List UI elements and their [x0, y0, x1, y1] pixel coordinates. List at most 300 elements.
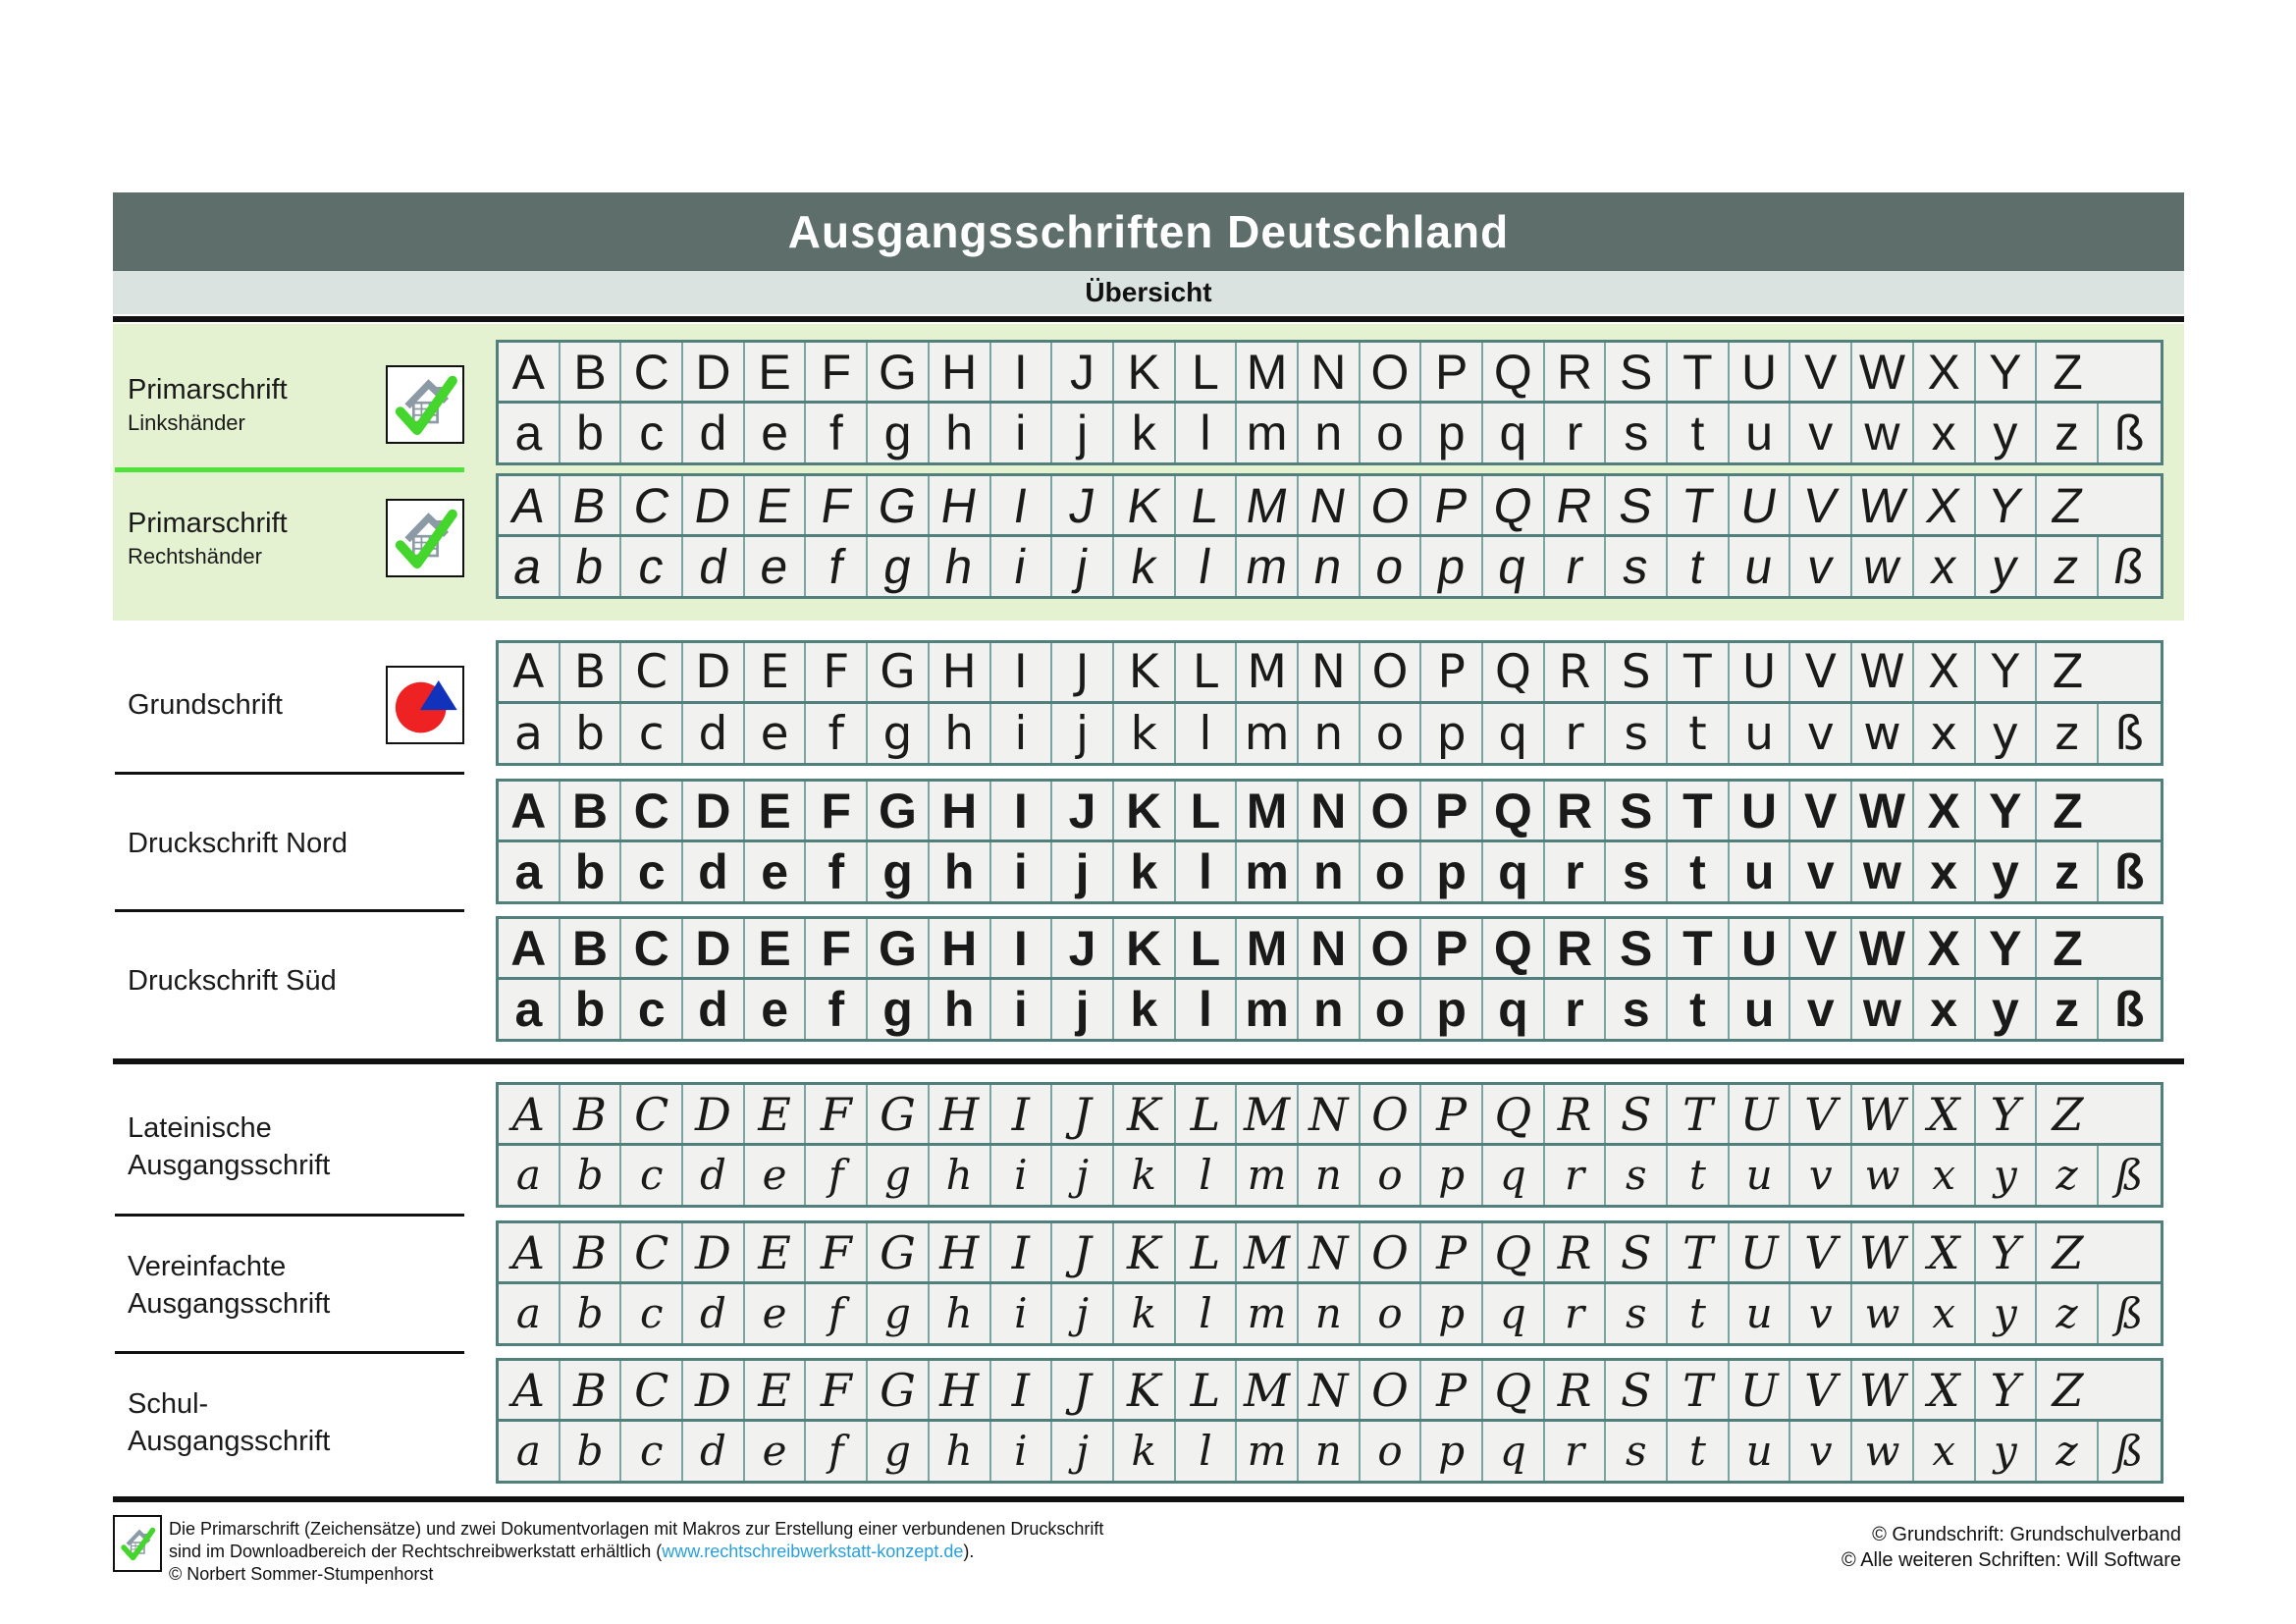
section-divider [113, 1496, 2184, 1502]
letter-cell: D [683, 1223, 745, 1281]
letter-cell: m [1237, 1422, 1299, 1481]
letter-cell: m [1237, 704, 1299, 763]
letter-cell: u [1730, 980, 1791, 1039]
letter-cell: f [806, 1284, 868, 1343]
letter-cell: a [499, 404, 561, 462]
lowercase-row [496, 977, 2163, 1042]
letter-cell: ß [2099, 980, 2161, 1039]
letter-cell: V [1790, 476, 1852, 534]
letter-cell: e [745, 1284, 807, 1343]
letter-cell: f [806, 404, 868, 462]
letter-cell: y [1976, 980, 2038, 1039]
letter-cell: d [683, 704, 745, 763]
letter-cell: b [561, 404, 622, 462]
letter-cell: j [1052, 704, 1114, 763]
letter-cell: p [1421, 704, 1483, 763]
letter-cell: z [2037, 842, 2099, 901]
letter-cell: E [745, 1361, 807, 1419]
letter-cell: w [1852, 1422, 1914, 1481]
letter-cell: p [1421, 1146, 1483, 1205]
letter-cell: F [806, 1361, 868, 1419]
letter-cell: L [1176, 919, 1238, 977]
script-row-vereinfachte-ausgangsschrift [113, 1220, 2184, 1349]
letter-cell: z [2037, 1422, 2099, 1481]
letter-cell: q [1483, 704, 1545, 763]
letter-cell: P [1421, 919, 1483, 977]
letter-cell: l [1176, 842, 1238, 901]
letter-cell: r [1545, 537, 1607, 596]
letter-cell: u [1730, 842, 1791, 901]
uppercase-row [496, 779, 2163, 842]
footer-link[interactable]: www.rechtschreibwerkstatt-konzept.de [662, 1542, 964, 1561]
letter-cell: M [1237, 1085, 1299, 1143]
letter-cell: m [1237, 1284, 1299, 1343]
uppercase-row [496, 916, 2163, 980]
letter-cell: E [745, 1223, 807, 1281]
letter-cell: u [1730, 404, 1791, 462]
letter-cell: r [1545, 704, 1607, 763]
letter-cell: n [1299, 404, 1361, 462]
letter-cell: l [1176, 404, 1238, 462]
letter-cell: N [1299, 476, 1361, 534]
letter-cell: I [991, 919, 1053, 977]
letter-cell: w [1852, 404, 1914, 462]
letter-cell: P [1421, 1085, 1483, 1143]
letter-cell: Z [2037, 476, 2099, 534]
letter-cell: U [1730, 1223, 1791, 1281]
letter-cell: ß [2099, 1146, 2161, 1205]
alphabet-grid [496, 1220, 2163, 1346]
letter-cell: C [621, 643, 683, 701]
green-divider [115, 467, 464, 472]
letter-cell: f [806, 1422, 868, 1481]
letter-cell: Q [1483, 343, 1545, 401]
letter-cell: j [1052, 1146, 1114, 1205]
letter-cell: m [1237, 842, 1299, 901]
letter-cell: d [683, 1146, 745, 1205]
letter-cell: i [991, 1146, 1053, 1205]
letter-cell: Z [2037, 1085, 2099, 1143]
letter-cell: M [1237, 343, 1299, 401]
letter-cell: X [1914, 1223, 1976, 1281]
letter-cell: F [806, 919, 868, 977]
letter-cell: c [621, 1422, 683, 1481]
letter-cell: E [745, 782, 807, 839]
script-row-grundschrift [113, 640, 2184, 769]
pie-chart-icon [386, 666, 464, 744]
row-label-group [128, 1220, 378, 1349]
letter-cell: t [1668, 980, 1730, 1039]
letter-cell: j [1052, 842, 1114, 901]
letter-cell: h [930, 980, 991, 1039]
letter-cell: T [1668, 343, 1730, 401]
letter-cell: K [1114, 1223, 1176, 1281]
letter-cell: G [868, 1085, 930, 1143]
letter-cell: r [1545, 980, 1607, 1039]
letter-cell: H [930, 343, 991, 401]
letter-cell: E [745, 643, 807, 701]
letter-cell: e [745, 1146, 807, 1205]
title-band [113, 192, 2184, 271]
letter-cell: j [1052, 980, 1114, 1039]
letter-cell: H [930, 919, 991, 977]
letter-cell: U [1730, 1085, 1791, 1143]
letter-cell: V [1790, 782, 1852, 839]
letter-cell: C [621, 476, 683, 534]
script-row-druckschrift-nord [113, 779, 2184, 907]
letter-cell: v [1790, 704, 1852, 763]
letter-cell: R [1545, 919, 1607, 977]
letter-cell: r [1545, 1422, 1607, 1481]
letter-cell: I [991, 343, 1053, 401]
letter-cell: ß [2099, 1422, 2161, 1481]
letter-cell: J [1052, 1361, 1114, 1419]
letter-cell: u [1730, 704, 1791, 763]
letter-cell: v [1790, 1146, 1852, 1205]
letter-cell: v [1790, 980, 1852, 1039]
letter-cell: L [1176, 343, 1238, 401]
letter-cell: g [868, 404, 930, 462]
letter-cell: J [1052, 343, 1114, 401]
letter-cell: v [1790, 842, 1852, 901]
letter-cell: w [1852, 704, 1914, 763]
footer-copyright-line2: © Alle weiteren Schriften: Will Software [1842, 1549, 2181, 1571]
letter-cell: q [1483, 842, 1545, 901]
letter-cell: c [621, 1284, 683, 1343]
letter-cell: G [868, 919, 930, 977]
letter-cell: I [991, 643, 1053, 701]
letter-cell: U [1730, 643, 1791, 701]
letter-cell: S [1606, 343, 1668, 401]
letter-cell: p [1421, 980, 1483, 1039]
letter-cell: S [1606, 1085, 1668, 1143]
letter-cell: v [1790, 1422, 1852, 1481]
row-label: Grundschrift [128, 688, 283, 721]
letter-cell: X [1914, 919, 1976, 977]
letter-cell: q [1483, 1422, 1545, 1481]
letter-cell: o [1361, 537, 1422, 596]
letter-cell: O [1361, 1361, 1422, 1419]
letter-cell: V [1790, 343, 1852, 401]
letter-cell: p [1421, 1422, 1483, 1481]
letter-cell: c [621, 842, 683, 901]
letter-cell: z [2037, 704, 2099, 763]
letter-cell: o [1361, 404, 1422, 462]
letter-cell: J [1052, 782, 1114, 839]
letter-cell: H [930, 643, 991, 701]
letter-cell: I [991, 1361, 1053, 1419]
letter-cell: y [1976, 1146, 2038, 1205]
letter-cell: x [1914, 980, 1976, 1039]
letter-cell: W [1852, 476, 1914, 534]
letter-cell: G [868, 476, 930, 534]
uppercase-row [496, 640, 2163, 704]
letter-cell: ß [2099, 404, 2161, 462]
letter-cell: Y [1976, 476, 2038, 534]
letter-cell: K [1114, 643, 1176, 701]
alphabet-grid [496, 640, 2163, 766]
letter-cell: b [561, 1146, 622, 1205]
letter-cell: S [1606, 643, 1668, 701]
letter-cell: y [1976, 704, 2038, 763]
letter-cell: Y [1976, 1223, 2038, 1281]
letter-cell: x [1914, 404, 1976, 462]
letter-cell: U [1730, 782, 1791, 839]
letter-cell: t [1668, 1422, 1730, 1481]
letter-cell: x [1914, 1422, 1976, 1481]
letter-cell: X [1914, 782, 1976, 839]
letter-cell: B [561, 1223, 622, 1281]
letter-cell: W [1852, 782, 1914, 839]
script-row-druckschrift-sued [113, 916, 2184, 1045]
footer-note [169, 1518, 1103, 1586]
row-label: Druckschrift Nord [128, 827, 347, 859]
letter-cell: N [1299, 1361, 1361, 1419]
letter-cell: C [621, 782, 683, 839]
letter-cell: f [806, 842, 868, 901]
letter-cell: k [1114, 537, 1176, 596]
letter-cell: V [1790, 643, 1852, 701]
letter-cell: k [1114, 1146, 1176, 1205]
letter-cell: B [561, 476, 622, 534]
letter-cell: G [868, 1361, 930, 1419]
letter-cell: K [1114, 919, 1176, 977]
row-label-group [128, 1082, 378, 1211]
letter-cell: I [991, 782, 1053, 839]
letter-cell: F [806, 782, 868, 839]
page-title: Ausgangsschriften Deutschland [787, 206, 1510, 257]
letter-cell: F [806, 1223, 868, 1281]
letter-cell: c [621, 1146, 683, 1205]
letter-cell: F [806, 343, 868, 401]
letter-cell: h [930, 1146, 991, 1205]
letter-cell: d [683, 842, 745, 901]
letter-cell: X [1914, 476, 1976, 534]
letter-cell: b [561, 537, 622, 596]
letter-cell: V [1790, 1085, 1852, 1143]
lowercase-row [496, 839, 2163, 904]
letter-cell: ß [2099, 1284, 2161, 1343]
letter-cell: y [1976, 404, 2038, 462]
letter-cell: k [1114, 704, 1176, 763]
letter-cell: J [1052, 919, 1114, 977]
section-divider [113, 316, 2184, 322]
letter-cell: y [1976, 842, 2038, 901]
letter-cell: Z [2037, 1361, 2099, 1419]
letter-cell: J [1052, 476, 1114, 534]
letter-cell: Z [2037, 919, 2099, 977]
letter-cell: L [1176, 1085, 1238, 1143]
letter-cell: ß [2099, 704, 2161, 763]
letter-cell: W [1852, 1085, 1914, 1143]
letter-cell: y [1976, 537, 2038, 596]
letter-cell: W [1852, 643, 1914, 701]
letter-cell: h [930, 404, 991, 462]
letter-cell: a [499, 537, 561, 596]
letter-cell: M [1237, 1223, 1299, 1281]
letter-cell: N [1299, 782, 1361, 839]
letter-cell: N [1299, 1223, 1361, 1281]
uppercase-row [496, 1220, 2163, 1284]
letter-cell: q [1483, 537, 1545, 596]
house-check-icon [386, 365, 464, 444]
letter-cell: Z [2037, 643, 2099, 701]
letter-cell: R [1545, 1361, 1607, 1419]
letter-cell: P [1421, 343, 1483, 401]
letter-cell: e [745, 842, 807, 901]
letter-cell: J [1052, 643, 1114, 701]
house-check-icon [113, 1515, 162, 1572]
letter-cell: P [1421, 643, 1483, 701]
page-subtitle: Übersicht [1085, 277, 1212, 307]
alphabet-grid [496, 1358, 2163, 1484]
letter-cell: A [499, 643, 561, 701]
letter-cell: Q [1483, 782, 1545, 839]
letter-cell: i [991, 537, 1053, 596]
letter-cell: k [1114, 842, 1176, 901]
letter-cell: L [1176, 1223, 1238, 1281]
letter-cell: Y [1976, 782, 2038, 839]
letter-cell: P [1421, 782, 1483, 839]
letter-cell: E [745, 919, 807, 977]
letter-cell: n [1299, 1422, 1361, 1481]
letter-cell: s [1606, 404, 1668, 462]
row-divider [115, 1214, 464, 1217]
row-sublabel: Rechtshänder [128, 543, 262, 568]
letter-cell: Q [1483, 476, 1545, 534]
letter-cell: P [1421, 1361, 1483, 1419]
letter-cell: g [868, 537, 930, 596]
letter-cell: a [499, 842, 561, 901]
letter-cell: T [1668, 1085, 1730, 1143]
letter-cell: q [1483, 980, 1545, 1039]
letter-cell: s [1606, 1284, 1668, 1343]
letter-cell: B [561, 643, 622, 701]
letter-cell: a [499, 980, 561, 1039]
letter-cell: S [1606, 919, 1668, 977]
letter-cell: F [806, 476, 868, 534]
letter-cell: z [2037, 404, 2099, 462]
row-label: Lateinische [128, 1111, 272, 1144]
letter-cell: b [561, 1284, 622, 1343]
footer-note-line2-suffix: ). [963, 1542, 975, 1561]
letter-cell: A [499, 1361, 561, 1419]
letter-cell: d [683, 1284, 745, 1343]
letter-cell: T [1668, 782, 1730, 839]
letter-cell: Y [1976, 919, 2038, 977]
letter-cell: e [745, 404, 807, 462]
uppercase-row [496, 340, 2163, 404]
letter-cell: Q [1483, 1361, 1545, 1419]
row-label: Primarschrift [128, 373, 288, 406]
letter-cell: d [683, 1422, 745, 1481]
script-row-schul-ausgangsschrift [113, 1358, 2184, 1487]
letter-cell: g [868, 980, 930, 1039]
letter-cell: A [499, 1085, 561, 1143]
letter-cell: i [991, 704, 1053, 763]
letter-cell: n [1299, 1146, 1361, 1205]
letter-cell: D [683, 1361, 745, 1419]
letter-cell: N [1299, 1085, 1361, 1143]
lowercase-row [496, 1143, 2163, 1208]
row-label-group [128, 473, 378, 602]
letter-cell: h [930, 704, 991, 763]
alphabet-grid [496, 1082, 2163, 1208]
letter-cell: O [1361, 1085, 1422, 1143]
letter-cell: I [991, 1223, 1053, 1281]
letter-cell: E [745, 476, 807, 534]
letter-cell: b [561, 704, 622, 763]
letter-cell: d [683, 980, 745, 1039]
letter-cell: d [683, 404, 745, 462]
letter-cell: x [1914, 704, 1976, 763]
letter-cell: x [1914, 842, 1976, 901]
letter-cell: s [1606, 537, 1668, 596]
letter-cell: o [1361, 980, 1422, 1039]
letter-cell: e [745, 1422, 807, 1481]
letter-cell: l [1176, 980, 1238, 1039]
script-row-primarschrift-rechtshaender [113, 473, 2184, 602]
letter-cell: g [868, 704, 930, 763]
letter-cell: p [1421, 1284, 1483, 1343]
letter-cell: J [1052, 1223, 1114, 1281]
letter-cell: D [683, 1085, 745, 1143]
letter-cell: n [1299, 1284, 1361, 1343]
letter-cell: Q [1483, 1223, 1545, 1281]
letter-cell: w [1852, 1146, 1914, 1205]
letter-cell: U [1730, 1361, 1791, 1419]
letter-cell: K [1114, 476, 1176, 534]
letter-cell: h [930, 1422, 991, 1481]
row-label: Vereinfachte [128, 1250, 287, 1282]
letter-cell: E [745, 343, 807, 401]
letter-cell: H [930, 1361, 991, 1419]
letter-cell: O [1361, 343, 1422, 401]
letter-cell: w [1852, 842, 1914, 901]
letter-cell: Z [2037, 343, 2099, 401]
letter-cell: f [806, 1146, 868, 1205]
letter-cell: S [1606, 476, 1668, 534]
letter-cell: a [499, 1284, 561, 1343]
letter-cell: a [499, 704, 561, 763]
letter-cell: c [621, 537, 683, 596]
letter-cell: K [1114, 343, 1176, 401]
letter-cell: p [1421, 842, 1483, 901]
uppercase-row [496, 473, 2163, 537]
letter-cell: Q [1483, 643, 1545, 701]
letter-cell: i [991, 1284, 1053, 1343]
letter-cell: e [745, 980, 807, 1039]
letter-cell: r [1545, 842, 1607, 901]
letter-cell: T [1668, 1361, 1730, 1419]
letter-cell: l [1176, 1146, 1238, 1205]
letter-cell: B [561, 782, 622, 839]
lowercase-row [496, 1281, 2163, 1346]
letter-cell: u [1730, 1284, 1791, 1343]
letter-cell: I [991, 1085, 1053, 1143]
footer-note-line3: © Norbert Sommer-Stumpenhorst [169, 1564, 434, 1584]
letter-cell: M [1237, 476, 1299, 534]
row-label-group [128, 916, 378, 1045]
letter-cell: N [1299, 919, 1361, 977]
alphabet-grid [496, 779, 2163, 904]
letter-cell: f [806, 537, 868, 596]
letter-cell: A [499, 476, 561, 534]
letter-cell: D [683, 919, 745, 977]
letter-cell: E [745, 1085, 807, 1143]
letter-cell: r [1545, 404, 1607, 462]
letter-cell: T [1668, 476, 1730, 534]
